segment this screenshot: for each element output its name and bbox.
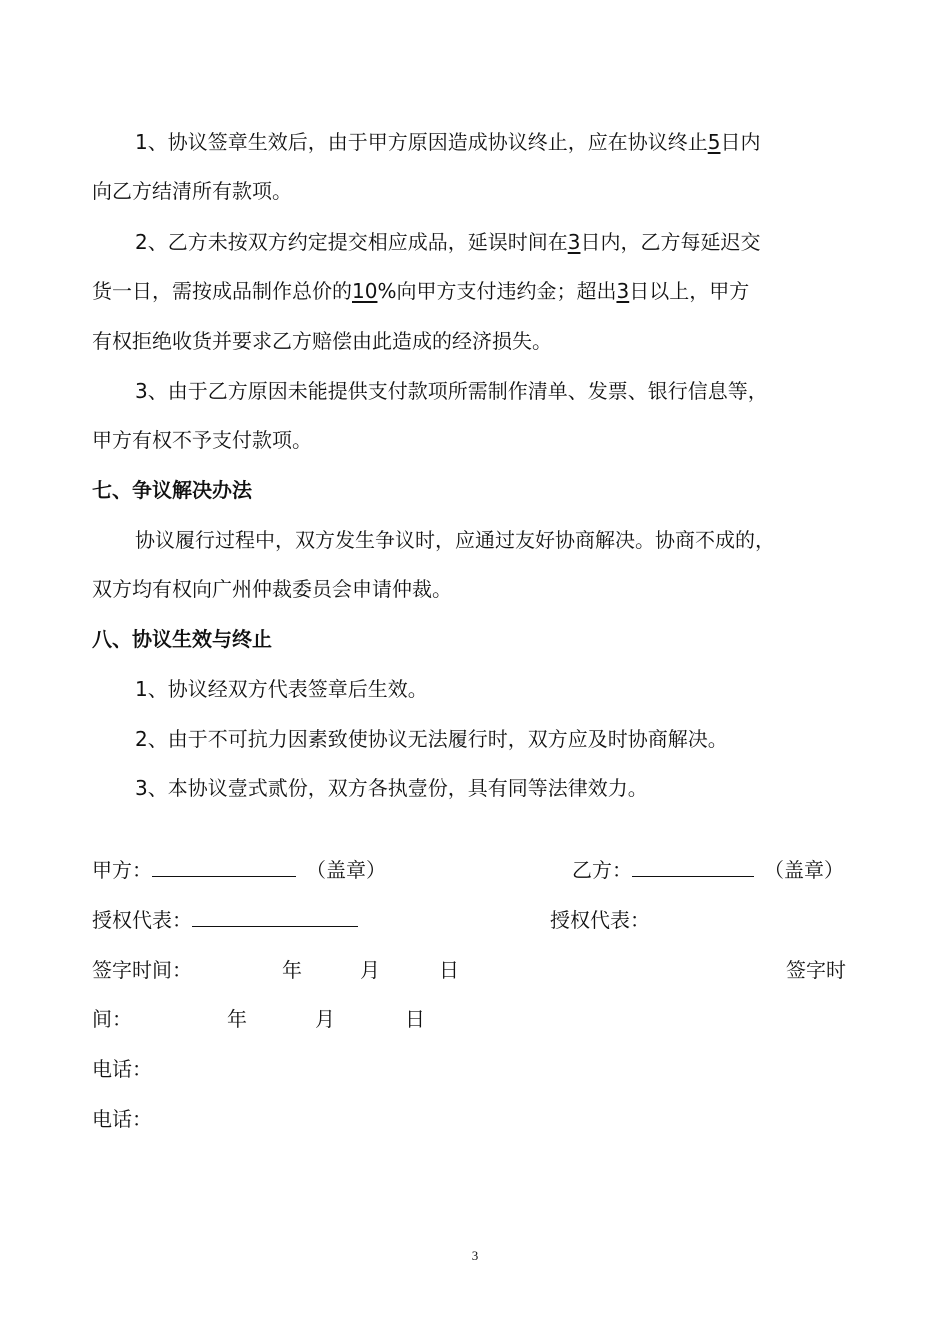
clause-2-line-2: 货一日，需按成品制作总价的10%向甲方支付违约金；超出3日以上，甲方 <box>92 279 750 303</box>
party-b-row: 乙方： （盖章） <box>572 858 844 882</box>
clause-1-line-2: 向乙方结清所有款项。 <box>92 179 292 203</box>
penalty-percent: 10 <box>352 279 378 303</box>
section-8-item-3: 3、本协议壹式贰份，双方各执壹份，具有同等法律效力。 <box>135 776 648 800</box>
party-b-phone: 电话： <box>92 1107 152 1131</box>
section-8-item-2: 2、由于不可抗力因素致使协议无法履行时，双方应及时协商解决。 <box>135 727 728 751</box>
overdue-days: 3 <box>616 279 630 303</box>
party-a-row: 甲方： （盖章） <box>92 858 386 882</box>
party-b-month: 月 <box>315 1007 335 1031</box>
page-number: 3 <box>471 1248 479 1263</box>
clause-3-line-2: 甲方有权不予支付款项。 <box>92 428 312 452</box>
party-a-blank <box>152 856 296 877</box>
party-a-auth-rep: 授权代表： <box>92 906 358 934</box>
section-8-heading: 八、协议生效与终止 <box>92 627 272 651</box>
party-b-auth-rep: 授权代表： <box>550 908 650 932</box>
party-a-sign-time-label: 签字时间： <box>92 958 192 982</box>
party-a-seal-note: （盖章） <box>306 858 386 882</box>
section-7-line-2: 双方均有权向广州仲裁委员会申请仲裁。 <box>92 577 452 601</box>
party-a-day: 日 <box>439 958 459 982</box>
party-b-seal-note: （盖章） <box>764 858 844 882</box>
party-b-day: 日 <box>405 1007 425 1031</box>
party-a-year: 年 <box>282 958 302 982</box>
party-b-sign-time-label: 签字时 <box>786 958 846 982</box>
party-a-month: 月 <box>360 958 380 982</box>
section-7-line-1: 协议履行过程中，双方发生争议时，应通过友好协商解决。协商不成的， <box>135 528 775 552</box>
party-b-year: 年 <box>227 1007 247 1031</box>
delay-days: 3 <box>567 230 581 254</box>
clause-2-line-3: 有权拒绝收货并要求乙方赔偿由此造成的经济损失。 <box>92 329 552 353</box>
party-a-phone: 电话： <box>92 1057 152 1081</box>
clause-3-line-1: 3、由于乙方原因未能提供支付款项所需制作清单、发票、银行信息等， <box>135 379 768 403</box>
clause-1-line-1: 1、协议签章生效后，由于甲方原因造成协议终止，应在协议终止5日内 <box>135 130 761 154</box>
clause-2-line-1: 2、乙方未按双方约定提交相应成品，延误时间在3日内，乙方每延迟交 <box>135 230 761 254</box>
party-a-auth-rep-blank <box>192 906 358 927</box>
party-b-blank <box>632 856 754 877</box>
party-b-sign-time-label-cont: 间： <box>92 1007 132 1031</box>
termination-days: 5 <box>707 130 721 154</box>
section-7-heading: 七、争议解决办法 <box>92 478 252 502</box>
section-8-item-1: 1、协议经双方代表签章后生效。 <box>135 677 428 701</box>
